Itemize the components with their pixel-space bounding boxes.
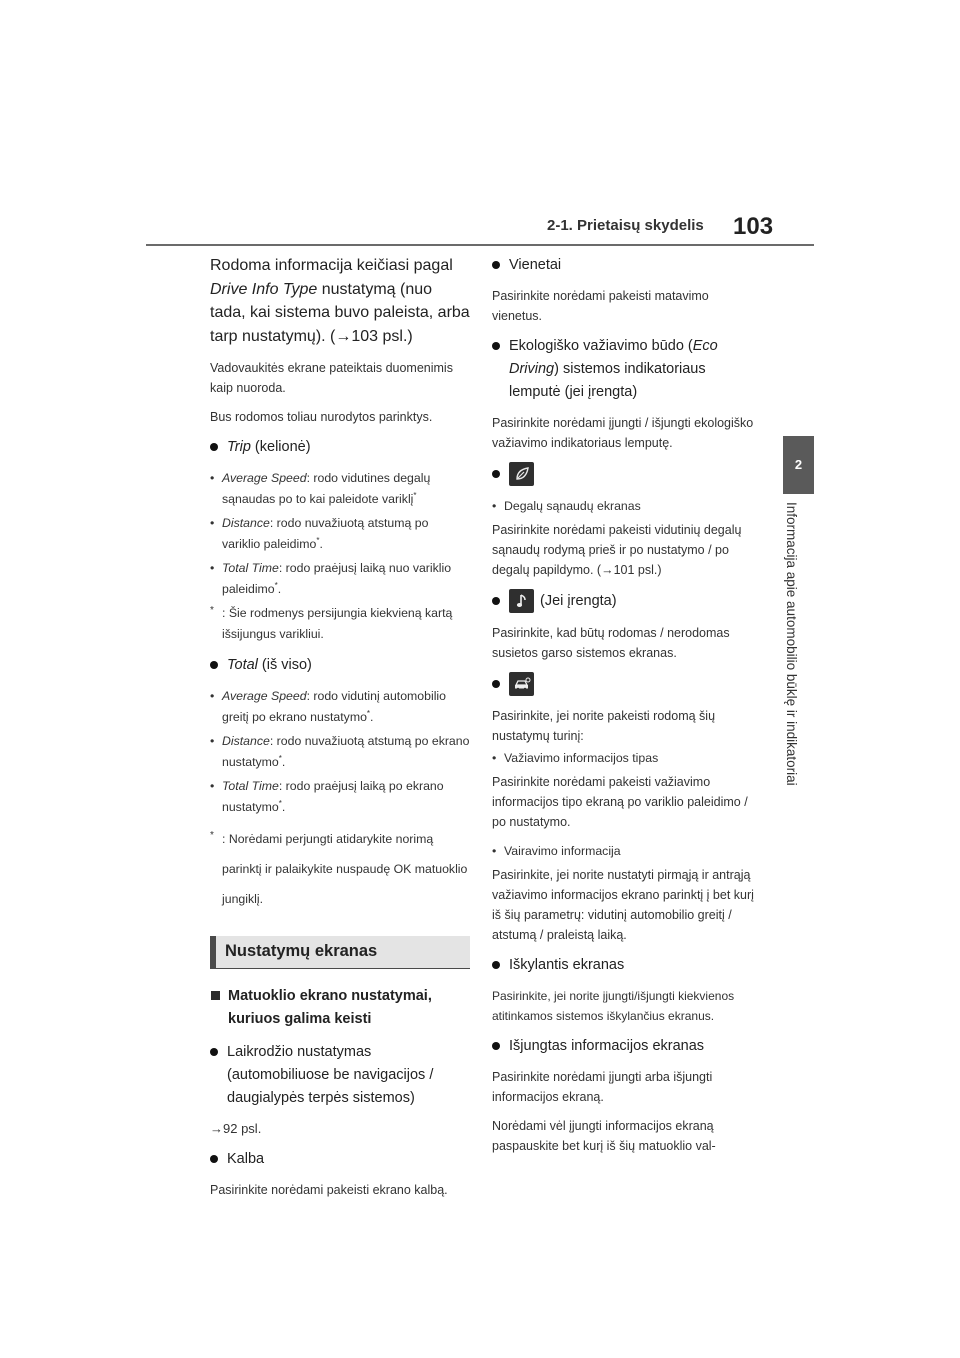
chapter-label: Informacija apie automobilio būklę ir indikatoriai bbox=[784, 502, 799, 786]
bullet-dot-icon bbox=[210, 1048, 218, 1056]
bullet-dot-icon bbox=[492, 1042, 500, 1050]
item-clock: Laikrodžio nustatymas (automobiliuose be navigacijos / daugialypės terpės sistemos) bbox=[210, 1041, 470, 1110]
display-off-description-2: Norėdami vėl įjungti informacijos ekraną paspauskite bet kurį iš šių matuoklio val- bbox=[492, 1119, 716, 1153]
item-total: Total (iš viso) bbox=[210, 654, 470, 677]
bullet-dot-icon bbox=[492, 597, 500, 605]
audio-description: Pasirinkite, kad būtų rodomas / nerodomas susietos garso sistemos ekranas. bbox=[492, 626, 730, 660]
music-note-icon bbox=[509, 589, 534, 613]
right-column bbox=[492, 254, 754, 1165]
item-audio bbox=[492, 589, 754, 613]
item-language: Kalba bbox=[210, 1148, 470, 1171]
bullet-dot-icon bbox=[492, 961, 500, 969]
section-title-settings: Nustatymų ekranas bbox=[210, 936, 470, 969]
chapter-tab: 2 bbox=[783, 436, 814, 494]
bullet-dot-icon bbox=[210, 661, 218, 669]
vehicle-settings-description: Pasirinkite, jei norite pakeisti rodomą šių nustatymų turinį: bbox=[492, 709, 716, 743]
bullet-dot-icon bbox=[492, 342, 500, 350]
leaf-icon bbox=[509, 462, 534, 486]
language-description: Pasirinkite norėdami pakeisti ekrano kalbą. bbox=[210, 1183, 448, 1197]
bullet-dot-icon bbox=[210, 443, 218, 451]
popup-description: Pasirinkite, jei norite įjungti/išjungti kiekvienos atitinkamos sistemos iškylančius ekranus. bbox=[492, 989, 735, 1023]
total-total-time: • Total Time: rodo praėjusį laiką po ekrano nustatymo*. bbox=[210, 779, 444, 814]
audio-label: (Jei įrengta) bbox=[540, 593, 617, 609]
subhead-adjustable-settings: Matuoklio ekrano nustatymai, kuriuos galima keisti bbox=[210, 985, 470, 1031]
square-bullet-icon bbox=[211, 991, 220, 1000]
fuel-description: Pasirinkite norėdami pakeisti vidutinių degalų sąnaudų rodymą prieš ir po nustatymo / po degalų papildymo. (→101 psl.) bbox=[492, 523, 742, 577]
bullet-dot-icon bbox=[492, 680, 500, 688]
drive-info-description: Pasirinkite, jei norite nustatyti pirmąją ir antrąją važiavimo informacijos ekrano parinktį į bet kurį iš šių parametrų: vidutinį automobilio greitį / atstumą / praleistą laiką. bbox=[492, 868, 754, 942]
total-average-speed: • Average Speed: rodo vidutinį automobilio greitį po ekrano nustatymo*. bbox=[210, 689, 447, 724]
bullet-dot-icon bbox=[492, 261, 500, 269]
eco-description: Pasirinkite norėdami įjungti / išjungti ekologiško važiavimo indikatoriaus lemputę. bbox=[492, 416, 754, 450]
drive-info-subitem: • Vairavimo informacija bbox=[492, 844, 621, 858]
display-off-description: Pasirinkite norėdami įjungti arba išjungti informacijos ekraną. bbox=[492, 1070, 713, 1104]
drive-info-type-subitem: • Važiavimo informacijos tipas bbox=[492, 751, 659, 765]
units-description: Pasirinkite norėdami pakeisti matavimo vienetus. bbox=[492, 289, 709, 323]
header-divider bbox=[146, 244, 814, 246]
car-settings-icon bbox=[509, 672, 534, 696]
trip-average-speed: • Average Speed: rodo vidutines degalų sąnaudas po to kai paleidote variklį* bbox=[210, 471, 431, 506]
paragraph-options: Bus rodomos toliau nurodytos parinktys. bbox=[210, 410, 433, 424]
item-display-off: Išjungtas informacijos ekranas bbox=[492, 1035, 754, 1058]
fuel-subitem: • Degalų sąnaudų ekranas bbox=[492, 499, 641, 513]
bullet-dot-icon bbox=[210, 1155, 218, 1163]
note-trip: * : Šie rodmenys persijungia kiekvieną kartą išsijungus varikliui. bbox=[210, 605, 453, 641]
item-popup-display: Iškylantis ekranas bbox=[492, 954, 754, 977]
drive-info-type-description: Pasirinkite norėdami pakeisti važiavimo informacijos tipo ekraną po variklio paleidimo / po nustatymo. bbox=[492, 775, 748, 829]
paragraph-reference: Vadovaukitės ekrane pateiktais duomenimis kaip nuoroda. bbox=[210, 361, 453, 395]
intro-paragraph: Rodoma informacija keičiasi pagal Drive Info Type nustatymą (nuo tada, kai sistema buvo paleista, arba tarp nustatymų). (→103 psl.) bbox=[210, 257, 470, 345]
bullet-dot-icon bbox=[492, 470, 500, 478]
page-number: 103 bbox=[733, 213, 774, 240]
total-distance: • Distance: rodo nuvažiuotą atstumą po ekrano nustatymo*. bbox=[210, 734, 470, 769]
trip-distance: • Distance: rodo nuvažiuotą atstumą po variklio paleidimo*. bbox=[210, 516, 429, 551]
item-eco-driving: Ekologiško važiavimo būdo (Eco Driving) sistemos indikatoriaus lemputė (jei įrengta) bbox=[492, 335, 754, 404]
left-column bbox=[210, 254, 470, 1209]
trip-total-time: • Total Time: rodo praėjusį laiką nuo variklio paleidimo*. bbox=[210, 561, 452, 596]
item-fuel-economy-icon-row bbox=[492, 462, 754, 486]
item-vehicle-settings-icon-row bbox=[492, 672, 754, 696]
clock-page-ref: →92 psl. bbox=[210, 1121, 262, 1136]
item-trip: Trip (kelionė) bbox=[210, 436, 470, 459]
header-section-title: 2-1. Prietaisų skydelis bbox=[547, 217, 704, 234]
item-units: Vienetai bbox=[492, 254, 754, 277]
note-total: * : Norėdami perjungti atidarykite norimą parinktį ir palaikykite nuspaudę OK matuoklio jungiklį. bbox=[210, 830, 468, 906]
